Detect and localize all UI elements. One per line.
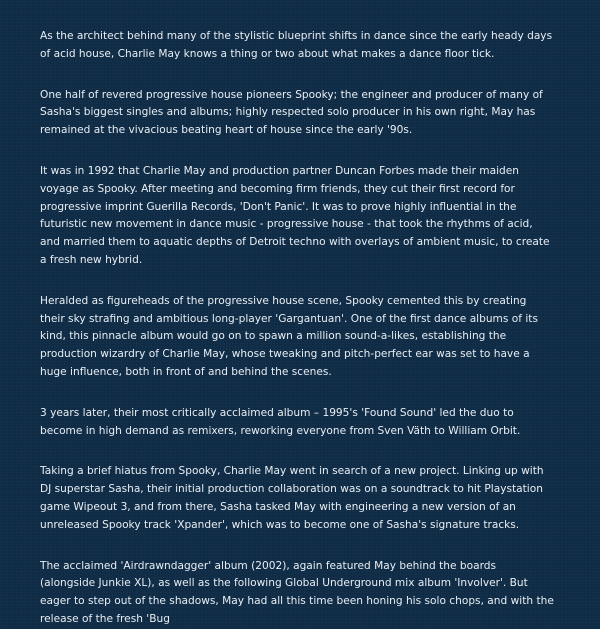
- paragraph-found-sound: 3 years later, their most critically acclaimed album – 1995's 'Found Sound' led the duo to become in high demand as remixers, reworking everyone from Sven Väth to William Orbit.: [40, 406, 521, 437]
- paragraph-spooky-pioneers: One half of revered progressive house pioneers Spooky; the engineer and producer of many of Sasha's biggest singles and albums; highly respected solo producer in his own right, May has remained at the vivacious beating heart of house since the early '90s.: [40, 88, 543, 137]
- paragraph-1992-origins: It was in 1992 that Charlie May and production partner Duncan Forbes made their maiden voyage as Spooky. After meeting and becoming firm friends, they cut their first record for progressive imprint Guerilla Records, 'Don't Panic'. It was to prove highly influential in the futuristic new movement in dance music - progressive house - that took the rhythms of acid, and married them to aquatic depths of Detroit techno with overlays of ambient music, to create a fresh new hybrid.: [40, 164, 550, 266]
- paragraph-airdrawndagger: The acclaimed 'Airdrawndagger' album (2002), again featured May behind the boards (alongside Junkie XL), as well as the following Global Underground mix album 'Involver'. But eager to step out of the shadows, May had all this time been honing his solo chops, and with the release of the fresh 'Bug: [40, 559, 554, 625]
- paragraph-sasha-collaboration: Taking a brief hiatus from Spooky, Charlie May went in search of a new project. Linking up with DJ superstar Sasha, their initial production collaboration was on a soundtrack to hit Playstation game Wipeout 3, and from there, Sasha tasked May with engineering a new version of an unreleased Spooky track 'Xpander', which was to become one of Sasha's signature tracks.: [40, 465, 544, 531]
- paragraph-intro: As the architect behind many of the stylistic blueprint shifts in dance since the early heady days of acid house, Charlie May knows a thing or two about what makes a dance floor tick.: [40, 30, 553, 60]
- paragraph-gargantuan: Heralded as figureheads of the progressive house scene, Spooky cemented this by creating their sky strafing and ambitious long-player 'Gargantuan'. One of the first dance albums of its kind, this pinnacle album would go on to spawn a million sound-a-likes, establishing the production wizardry of Charlie May, whose tweaking and pitch-perfect ear was set to have a huge influence, both in front of and behind the scenes.: [40, 294, 538, 378]
